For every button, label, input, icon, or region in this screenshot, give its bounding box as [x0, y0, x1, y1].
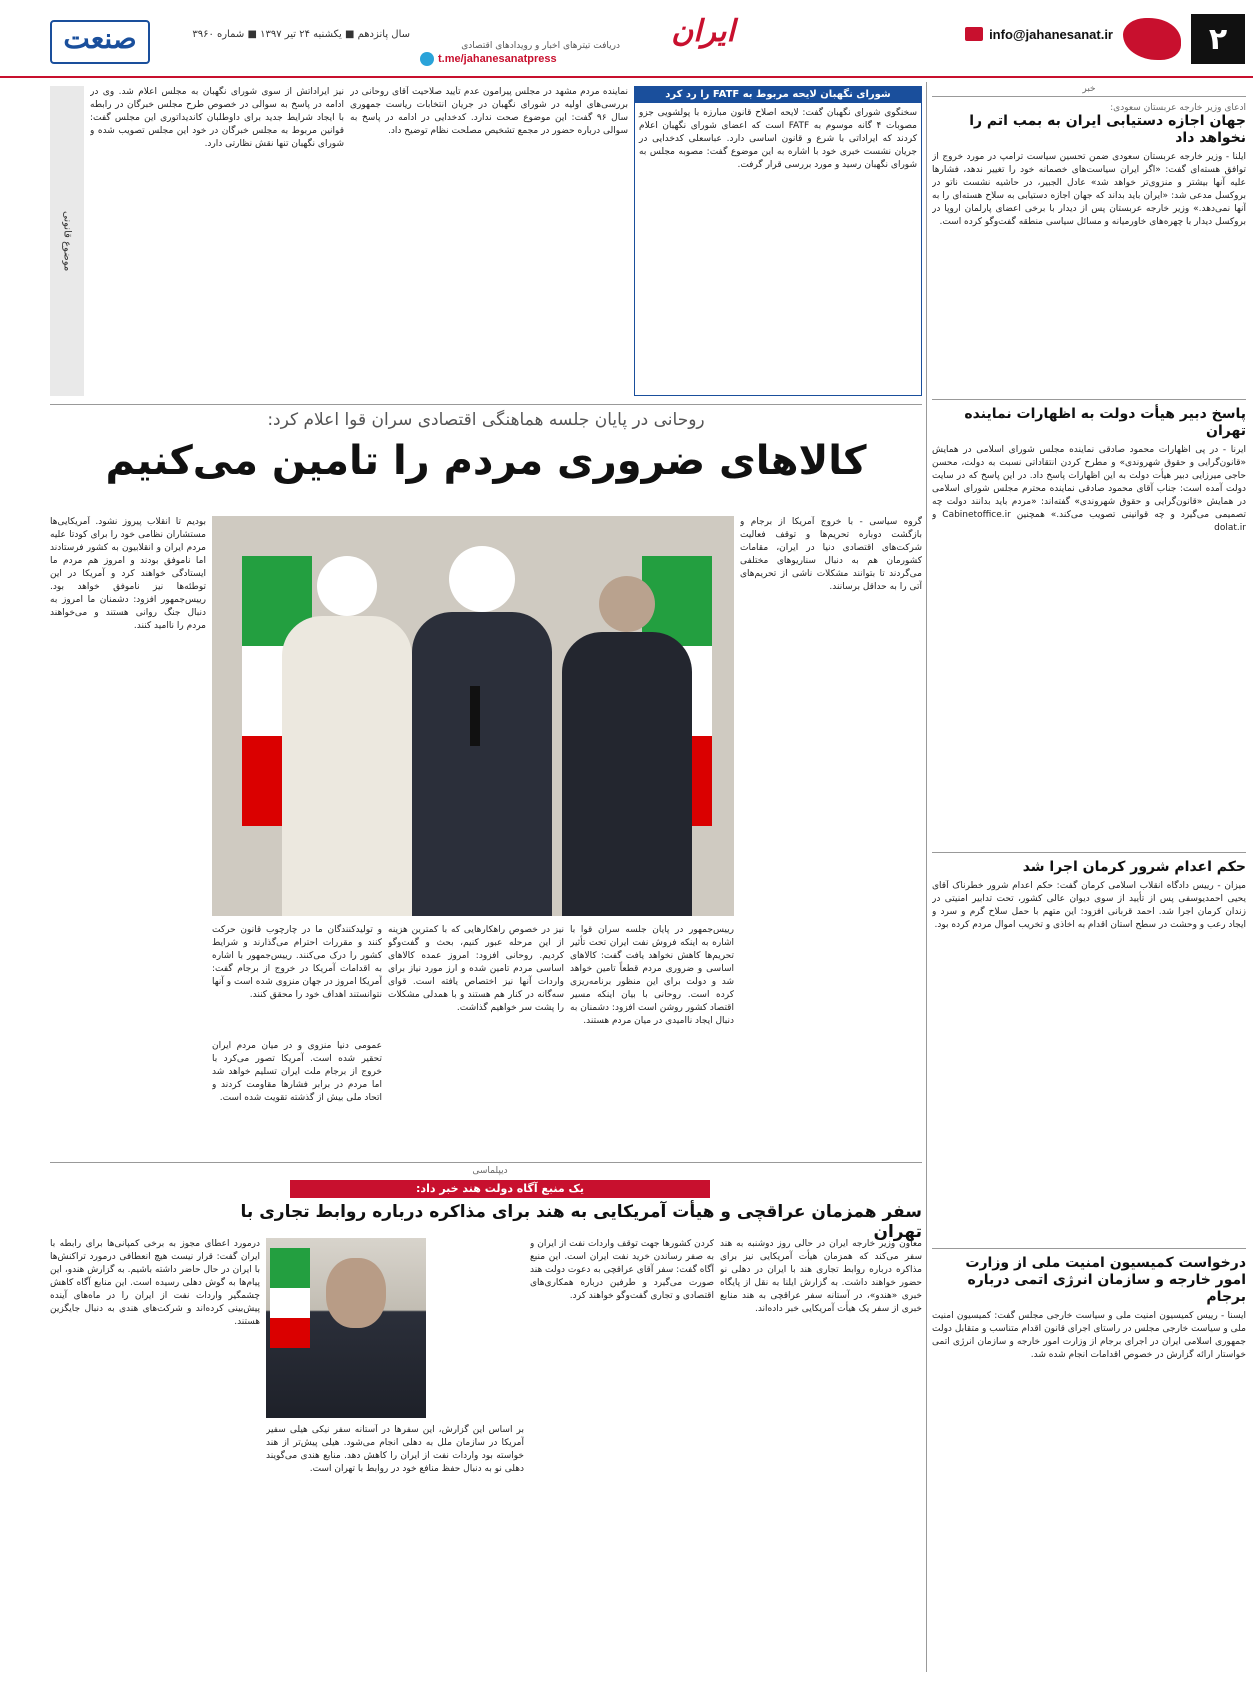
- main-top-divider: [50, 404, 922, 405]
- section-title: ایران: [671, 14, 735, 49]
- fatf-title: شورای نگهبان لایحه مربوط به FATF را رد کرد: [635, 87, 921, 103]
- main-col-left: بودیم تا انقلاب پیروز نشود. آمریکایی‌ها مستشاران نظامی خود را برای کودتا علیه مردم ایران و انقلابیون به کشور فرستادند اما ناموفق بودند و امروز هم مردم ما ایستادگی خواهند کرد و آمریکا در این توطئه‌ها نیز ناموفق خواهد بود. رییس‌جمهور افزود: دشمنان ما امروز به دنبال جنگ روانی هستند و می‌خواهند مردم را ناامید کنند.: [50, 517, 206, 631]
- main-kicker: روحانی در پایان جلسه هماهنگی اقتصادی سران قوا اعلام کرد:: [267, 410, 705, 430]
- article-commission: [932, 1248, 1246, 1674]
- fatf-continuation-1: نماینده مردم مشهد در مجلس پیرامون عدم تأیید صلاحیت آقای روحانی در بررسی‌های اولیه در شورای نگهبان در جریان انتخابات ریاست جمهوری سال ۹۶ گفت: این موضوع صحت ندارد. کدخدایی در ادامه در پاسخ به سوالی درباره حضور در مجمع تشخیص مصلحت نظام توضیح داد.: [350, 87, 628, 136]
- bottom-col-1: معاون وزیر خارجه ایران در حالی روز دوشنبه به هند سفر می‌کند که همزمان هیأت آمریکایی نیز برای مذاکره درباره روابط تجاری هند با ایران در دهلی نو حضور خواهند داشت. به گزارش ایلنا به نقل از پایگاه خبری «هندو»، در آستانه سفر عراقچی به هند منابع خبری از سفر یک هیأت آمریکایی خبر داده‌اند.: [720, 1239, 922, 1314]
- main-col-4: و تولیدکنندگان ما در چارچوب قانون حرکت کنند و مقررات احترام می‌گذارند و شرایط کشور را درک می‌کنند. رییس‌جمهور با اشاره به اقدامات آمریکا در خروج از برجام گفت: آمریکا امروز در جهان منزوی شده است و آنها نتوانستند اهداف خود را محقق کنند.: [212, 925, 382, 1000]
- bottom-col-2: کردن کشورها جهت توقف واردات نفت از ایران و به صفر رساندن خرید نفت ایران است. این منبع آگاه گفت: سفر آقای عراقچی به دعوت دولت هند صورت می‌گیرد و طرفین درباره همکاری‌های اقتصادی و تجاری گفت‌وگو خواهند کرد.: [530, 1239, 714, 1301]
- araghchi-face: [326, 1258, 386, 1328]
- main-col-2: رییس‌جمهور در پایان جلسه سران قوا با اشاره به اینکه فروش نفت ایران تحت تأثیر تحریم‌ها کاهش نخواهد یافت گفت: کالاهای اساسی و ضروری مردم قطعاً تامین خواهد شد و دولت برای این منظور برنامه‌ریزی کرده است. روحانی با بیان اینکه مسیر اقتصاد کشور روشن است افزود: دشمنان به دنبال ایجاد ناامیدی در میان مردم هستند.: [570, 925, 734, 1026]
- flag3-stripe-green: [270, 1248, 310, 1288]
- bottom-divider: [50, 1162, 922, 1163]
- article-commission-body: ایسنا - رییس کمیسیون امنیت ملی و سیاست خارجی مجلس گفت: کمیسیون امنیت ملی و سیاست خارجی مجلس در راستای اجرای قانون اقدام متناسب و متقابل دولت جمهوری اسلامی ایران در اجرای برجام از وزارت امور خارجه و سازمان انرژی اتمی خواستار ارائه گزارش در خصوص اقدامات انجام شده شد.: [932, 1311, 1246, 1360]
- article-saudi-body: ایلنا - وزیر خارجه عربستان سعودی ضمن تحسین سیاست ترامپ در مورد خروج از توافق هسته‌ای گفت: «اگر ایران سیاست‌های خصمانه خود را تغییر ندهد، فشارها علیه آنها بیشتر و منزوی‌تر خواهد شد» عادل الجبیر، در حاشیه نشست ناتو در بروکسل مدعی شد: «ایران باید بداند که جهان اجازه دستیابی به سلاح هسته‌ای را به آنها نمی‌دهد.» وزیر خارجه عربستان پس از دیدار با برخی اعضای پارلمان اروپا در بروکسل دیدار با چهره‌های خاورمیانه و مسائل سیاسی منطقه گفت‌وگو کرده است.: [932, 152, 1246, 227]
- article-commission-title: درخواست کمیسیون امنیت ملی از وزارت امور خارجه و سازمان انرژی اتمی درباره برجام: [965, 1255, 1246, 1305]
- email-icon: [965, 27, 983, 41]
- newspaper-logo: صنعت: [50, 20, 150, 64]
- bottom-col-4: درمورد اعطای مجوز به برخی کمپانی‌ها برای رابطه با ایران گفت: قرار نیست هیچ انعطافی درمورد تراکنش‌ها با ایران در حال حاضر داشته باشیم. به گزارش هندو، این پیام‌ها به گوش دهلی رسیده است. این منابع آگاه کاهش چشمگیر واردات نفت از ایران را در ماه‌های آینده پیش‌بینی کرده‌اند و شرکت‌های هندی به دنبال جایگزین هستند.: [50, 1239, 260, 1327]
- right-column-divider: [926, 82, 927, 1672]
- flag3-stripe-white: [270, 1288, 310, 1318]
- right-section-label: خبر: [932, 84, 1246, 97]
- article-kerman-title: حکم اعدام شرور کرمان اجرا شد: [1022, 859, 1246, 875]
- person-right: [562, 576, 692, 916]
- bottom-section-label: دیپلماسی: [472, 1166, 508, 1176]
- main-headline: کالاهای ضروری مردم را تامین می‌کنیم: [105, 438, 867, 484]
- email-contact[interactable]: info@jahanesanat.ir: [943, 22, 1113, 46]
- legal-side-panel: [50, 86, 84, 396]
- flag3-stripe-red: [270, 1318, 310, 1348]
- main-col-3: نیز در خصوص راهکارهایی که با کمترین هزینه از این مرحله عبور کنیم، بحث و گفت‌وگو کردیم. روحانی افزود: امروز عمده کالاهای اساسی مردم تامین شده و ارز مورد نیاز برای واردات آنها نیز اختصاص یافته است. قوای سه‌گانه در کنار هم هستند و با همدلی مشکلات را پشت سر خواهیم گذاشت.: [388, 925, 564, 1013]
- bottom-headline: سفر همزمان عراقچی و هیأت آمریکایی به هند برای مذاکره درباره روابط تجاری با تهران: [240, 1202, 922, 1242]
- article-saudi-title: جهان اجازه دستیابی ایران به بمب اتم را نخواهد داد: [969, 113, 1246, 146]
- bottom-kicker-bar: یک منبع آگاه دولت هند خبر داد:: [290, 1180, 710, 1198]
- bottom-col-3: بر اساس این گزارش، این سفرها در آستانه سفر نیکی هیلی سفیر آمریکا در سازمان ملل به دهلی انجام می‌شود. هیلی پیش‌تر از هند خواسته بود واردات نفت از ایران را کاهش دهد. منابع هندی می‌گویند دهلی نو به دنبال حفظ منافع خود در روابط با تهران است.: [266, 1425, 524, 1474]
- right-column: [932, 84, 1246, 1674]
- article-cabinet-body: ایرنا - در پی اظهارات محمود صادقی نماینده مجلس شورای اسلامی در همایش «قانون‌گرایی و حقوق شهروندی» و مطرح کردن انتقاداتی نسبت به دولت، محسن حاجی میرزایی دبیر هیأت دولت به این اظهارات پاسخ داد. در این پاسخ که در سایت دولت آمده است: جناب آقای محمود صادقی نماینده محترم مجلس شورای اسلامی در همایش «قانون‌گرایی و حقوق شهروندی» گفته‌اند: «مردم باید بدانند دولت چه تصمیمی می‌گیرد و چه قوانینی تصویب می‌کند.» همچنین Cabinetoffice.ir و dolat.ir: [932, 445, 1246, 533]
- article-kerman: [932, 852, 1246, 1240]
- fatf-continuation-2: نیز ایراداتش از سوی شورای نگهبان به مجلس اعلام شد. وی در ادامه در پاسخ به سوالی در خصوص طرح مجلس خبرگان در رابطه با ایجاد شرایط جدید برای داوطلبان کاندیداتوری این مجلس گفت: قوانین مربوط به مجلس خبرگان در خود این مجلس تصویب شده و شورای نگهبان تنها نقش نظارتی دارد.: [90, 87, 344, 149]
- araghchi-photo[interactable]: [266, 1238, 426, 1418]
- telegram-promo[interactable]: [420, 40, 620, 72]
- main-col-5: عمومی دنیا منزوی و در میان مردم ایران تحقیر شده است. آمریکا تصور می‌کرد با خروج از برجام ملت ایران تسلیم خواهد شد اما مردم در برابر فشارها مقاومت کردند و اتحاد ملی بیش از گذشته تقویت شده است.: [212, 1041, 382, 1103]
- article-saudi: [932, 103, 1246, 391]
- article-saudi-kicker: ادعای وزیر خارجه عربستان سعودی:: [1110, 103, 1246, 113]
- fatf-box: [634, 86, 922, 396]
- article-cabinet-title: پاسخ دبیر هیأت دولت به اظهارات نماینده تهران: [964, 406, 1246, 439]
- article-cabinet: [932, 399, 1246, 844]
- issue-info: سال پانزدهم ■ یکشنبه ۲۴ تیر ۱۳۹۷ ■ شماره ۳۹۶۰: [192, 29, 410, 40]
- microphone-icon: [470, 686, 480, 746]
- side-label: موضوع قانونی: [61, 210, 73, 272]
- main-lead: گروه سیاسی - با خروج آمریکا از برجام و بازگشت دوباره تحریم‌ها و توقف فعالیت شرکت‌های اقتصادی دنیا در ایران، مقامات کشورمان هم به دنبال سناریوهای مختلفی می‌گردند تا بتوانند مشکلات ناشی از تحریم‌های آتی را به حداقل برسانند.: [740, 517, 922, 592]
- person-left: [282, 556, 412, 916]
- article-kerman-body: میزان - رییس دادگاه انقلاب اسلامی کرمان گفت: حکم اعدام شرور خطرناک آقای یحیی احمدیوسفی پس از تأیید از سوی دیوان عالی کشور، تحت تدابیر امنیتی در زندان کرمان اجرا شد. احمد قربانی افزود: این متهم با حمل سلاح گرم و سرد و ایجاد رعب و وحشت در سطح استان اقدام به اخاذی و تخریب اموال مردم کرده بود.: [932, 881, 1246, 930]
- telegram-note: دریافت تیترهای اخبار و رویدادهای اقتصادی: [461, 41, 620, 51]
- telegram-link[interactable]: t.me/jahanesanatpress: [438, 53, 557, 65]
- page-number: ۲: [1191, 14, 1245, 64]
- telegram-icon: [420, 52, 434, 66]
- main-photo[interactable]: [212, 516, 734, 916]
- fatf-body: سخنگوی شورای نگهبان گفت: لایحه اصلاح قانون مبارزه با پولشویی جزو مصوبات ۴ گانه موسوم به FATF است که اعضای شورای نگهبان اعلام کردند که ایراداتی با شرع و قانون اساسی دارد. عباسعلی کدخدایی در جریان نشست خبری خود با اشاره به این موضوع گفت: مصوبه مجلس به شورای نگهبان رسید و مورد بررسی قرار گرفت.: [639, 108, 917, 170]
- person-center: [412, 546, 552, 916]
